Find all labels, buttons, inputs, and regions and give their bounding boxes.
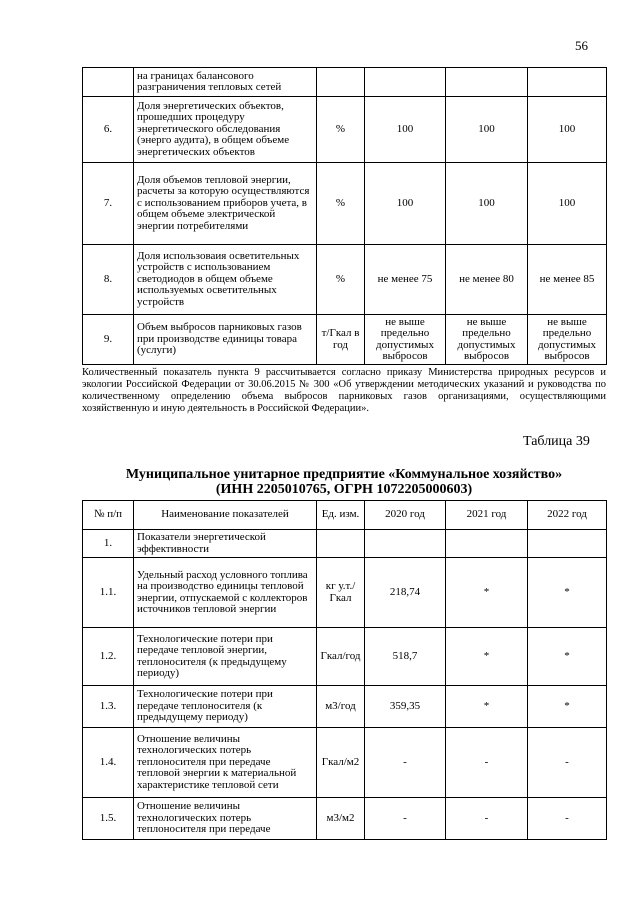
value-2021: * bbox=[446, 558, 528, 628]
value-2021: 100 bbox=[446, 97, 528, 163]
value-2020: 218,74 bbox=[365, 558, 446, 628]
row-number: 1. bbox=[83, 530, 134, 558]
unit: % bbox=[317, 245, 365, 315]
value-2022 bbox=[528, 530, 607, 558]
row-number bbox=[83, 68, 134, 97]
row-number: 9. bbox=[83, 315, 134, 365]
unit: кг у.т./Гкал bbox=[317, 558, 365, 628]
heading-line-2: (ИНН 2205010765, ОГРН 1072205000603) bbox=[215, 482, 473, 497]
value-2020: 359,35 bbox=[365, 686, 446, 728]
value-2022: * bbox=[528, 558, 607, 628]
value-2022: - bbox=[528, 798, 607, 840]
value-2020: 518,7 bbox=[365, 628, 446, 686]
unit: % bbox=[317, 97, 365, 163]
header-num: № п/п bbox=[83, 501, 134, 530]
value-2020: 100 bbox=[365, 97, 446, 163]
table-row bbox=[83, 530, 607, 558]
value-2022 bbox=[528, 68, 607, 97]
footnote: Количественный показатель пункта 9 рассчитывается согласно приказу Министерства природных ресурсов и экологии Российской Федерации от 30.06.2015 № 300 «Об утверждении методических указаний и руководства по количественному определению объема выбросов парниковых газов организациями, осуществляющими хозяйственную и иную деятельность в Российской Федерации». bbox=[82, 367, 606, 414]
value-2020: не выше предельно допустимых выбросов bbox=[365, 315, 446, 365]
heading-line-1: Муниципальное унитарное предприятие «Коммунальное хозяйство» bbox=[125, 467, 563, 482]
header-unit: Ед. изм. bbox=[317, 501, 365, 530]
energy-indicators-table-bottom bbox=[82, 500, 607, 840]
indicator-name: Доля энергетических объектов, прошедших процедуру энергетического обследования (энерго аудита), в общем объеме энергетических объектов bbox=[134, 97, 317, 163]
row-number: 1.2. bbox=[83, 628, 134, 686]
row-number: 1.4. bbox=[83, 728, 134, 798]
page-number: 56 bbox=[575, 38, 588, 53]
indicator-name: Отношение величины технологических потерь теплоносителя при передаче тепловой энергии к материальной характеристике тепловой сети bbox=[134, 728, 317, 798]
table-header-row bbox=[83, 501, 607, 530]
table-row bbox=[83, 245, 607, 315]
indicator-name: Доля использоваия осветительных устройств с использованием светодиодов в общем объеме используемых осветительных устройств bbox=[134, 245, 317, 315]
value-2021: * bbox=[446, 686, 528, 728]
indicator-name: Показатели энергетической эффективности bbox=[134, 530, 317, 558]
row-number: 1.5. bbox=[83, 798, 134, 840]
value-2021 bbox=[446, 68, 528, 97]
value-2022: не менее 85 bbox=[528, 245, 607, 315]
value-2022: 100 bbox=[528, 163, 607, 245]
unit bbox=[317, 530, 365, 558]
row-number: 6. bbox=[83, 97, 134, 163]
header-2021: 2021 год bbox=[446, 501, 528, 530]
table-row bbox=[83, 558, 607, 628]
value-2022: не выше предельно допустимых выбросов bbox=[528, 315, 607, 365]
table-row bbox=[83, 686, 607, 728]
table-row bbox=[83, 798, 607, 840]
indicator-name: Технологические потери при передаче теплоносителя (к предыдущему периоду) bbox=[134, 686, 317, 728]
value-2020: - bbox=[365, 798, 446, 840]
table-row bbox=[83, 315, 607, 365]
unit: т/Гкал в год bbox=[317, 315, 365, 365]
unit: м3/год bbox=[317, 686, 365, 728]
value-2021: * bbox=[446, 628, 528, 686]
indicator-name: Доля объемов тепловой энергии, расчеты за которую осуществляются с использованием приборов учета, в общем объеме электрической энергии потребителями bbox=[134, 163, 317, 245]
row-number: 7. bbox=[83, 163, 134, 245]
value-2021: не менее 80 bbox=[446, 245, 528, 315]
unit: % bbox=[317, 163, 365, 245]
unit: м3/м2 bbox=[317, 798, 365, 840]
unit bbox=[317, 68, 365, 97]
value-2021: не выше предельно допустимых выбросов bbox=[446, 315, 528, 365]
value-2020: не менее 75 bbox=[365, 245, 446, 315]
table-row bbox=[83, 628, 607, 686]
section-heading bbox=[82, 467, 606, 497]
table-row bbox=[83, 68, 607, 97]
row-number: 8. bbox=[83, 245, 134, 315]
header-name: Наименование показателей bbox=[134, 501, 317, 530]
indicator-name: на границах балансового разграничения тепловых сетей bbox=[134, 68, 317, 97]
header-2022: 2022 год bbox=[528, 501, 607, 530]
table-row bbox=[83, 163, 607, 245]
value-2021 bbox=[446, 530, 528, 558]
unit: Гкал/год bbox=[317, 628, 365, 686]
value-2020 bbox=[365, 68, 446, 97]
value-2021: - bbox=[446, 728, 528, 798]
table-caption: Таблица 39 bbox=[523, 434, 590, 449]
indicator-name: Отношение величины технологических потерь теплоносителя при передаче bbox=[134, 798, 317, 840]
table-row bbox=[83, 728, 607, 798]
value-2020: - bbox=[365, 728, 446, 798]
header-2020: 2020 год bbox=[365, 501, 446, 530]
indicator-name: Удельный расход условного топлива на производство единицы тепловой энергии, отпускаемой с коллекторов источников тепловой энергии bbox=[134, 558, 317, 628]
value-2022: * bbox=[528, 628, 607, 686]
value-2022: * bbox=[528, 686, 607, 728]
row-number: 1.3. bbox=[83, 686, 134, 728]
row-number: 1.1. bbox=[83, 558, 134, 628]
unit: Гкал/м2 bbox=[317, 728, 365, 798]
indicator-name: Технологические потери при передаче тепловой энергии, теплоносителя (к предыдущему периоду) bbox=[134, 628, 317, 686]
value-2022: - bbox=[528, 728, 607, 798]
table-row bbox=[83, 97, 607, 163]
value-2020 bbox=[365, 530, 446, 558]
value-2021: - bbox=[446, 798, 528, 840]
energy-indicators-table-top bbox=[82, 67, 607, 365]
value-2020: 100 bbox=[365, 163, 446, 245]
indicator-name: Объем выбросов парниковых газов при производстве единицы товара (услуги) bbox=[134, 315, 317, 365]
value-2022: 100 bbox=[528, 97, 607, 163]
value-2021: 100 bbox=[446, 163, 528, 245]
